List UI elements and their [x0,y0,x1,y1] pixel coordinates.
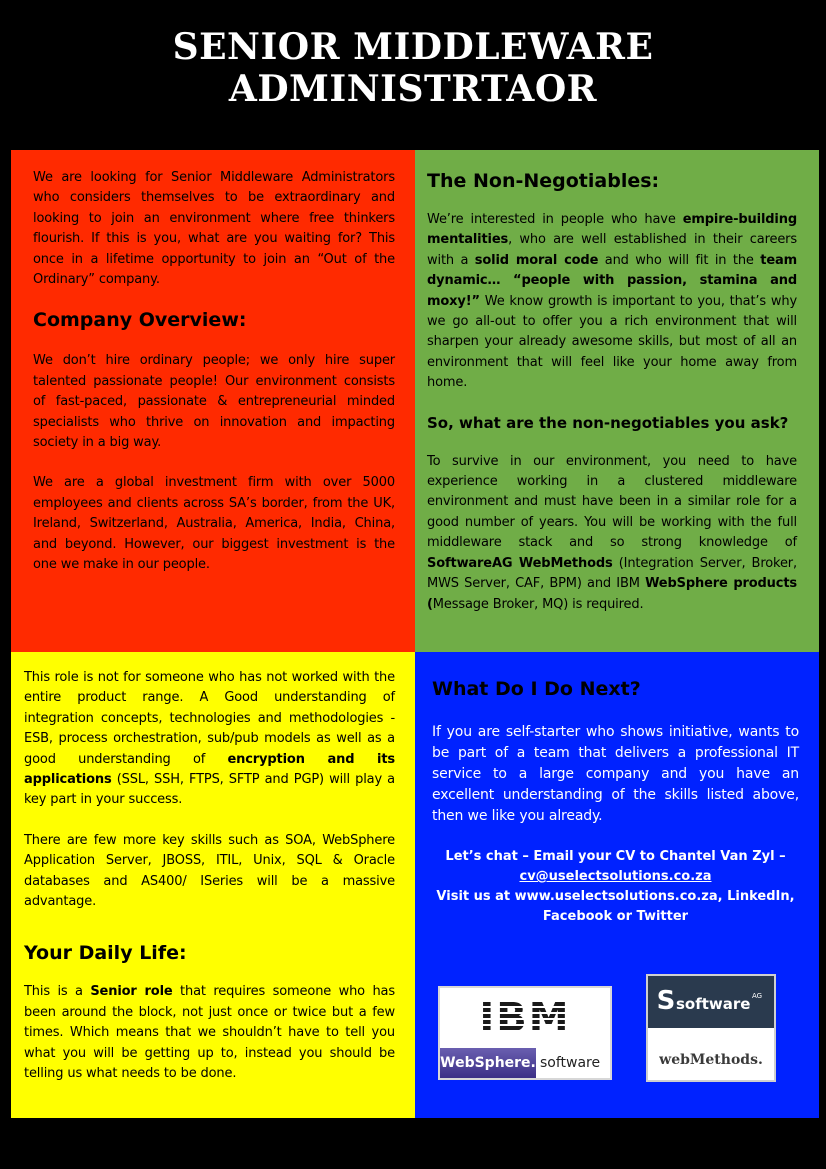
contact-line-3: Visit us at www.uselectsolutions.co.za, LinkedIn, [436,889,795,904]
non-negotiables-subheading: So, what are the non-negotiables you ask? [427,413,789,432]
role-para-1: This role is not for someone who has not worked with the entire product range. A Good understanding of integration concepts, technologies and methodologies - ESB, process orchestration, sub/pub models as well as a good understanding of encryption and its applications (SSL, SSH, FTPS, SFTP and PGP) will play a key part in your success. [24,670,395,808]
next-steps-heading: What Do I Do Next? [432,678,641,700]
intro-panel [11,150,415,652]
title-line-1: SENIOR MIDDLEWARE [172,26,654,68]
websphere-software-label: software [540,1055,601,1071]
non-negotiables-para-1: We’re interested in people who have empire-building mentalities, who are well established in their careers with a solid moral code and who will fit in the team dynamic… “people with passion, stamina and moxy!” We know growth is important to you, that’s why we go all-out to offer you a rich environment that will sharpen your already awesome skills, but most of all an environment that will feel like your home away from home. [427,212,797,391]
non-negotiables-heading: The Non-Negotiables: [427,170,660,192]
role-panel [11,652,415,1118]
daily-life-text: This is a Senior role that requires someone who has been around the block, not just once or twice but a few times. Which means that we shouldn’t have to tell you what you will be getting up to, instead you should be telling us what needs to be done. [24,984,395,1082]
ibm-websphere-logo [438,986,612,1080]
software-ag-wordmark: software [676,995,751,1013]
page-title [0,26,826,110]
contact-line-1: Let’s chat – Email your CV to Chantel Van Zyl – [445,849,786,864]
ibm-wordmark: IBM [440,996,610,1040]
contact-email-link[interactable]: cv@uselectsolutions.co.za [519,869,712,884]
company-overview-heading: Company Overview: [33,309,247,332]
webmethods-wordmark: webMethods. [659,1052,763,1068]
non-negotiables-panel [415,150,819,652]
software-ag-webmethods-logo [646,974,776,1082]
daily-life-heading: Your Daily Life: [24,942,187,965]
company-overview-para-1: We don’t hire ordinary people; we only hire super talented passionate people! Our environment consists of fast-paced, passionate & entrepreneurial minded specialists who thrive on innovation and impacting society in a big way. [33,353,395,451]
next-steps-text: If you are self-starter who shows initiative, wants to be part of a team that delivers a professional IT service to a large company and you have an excellent understanding of the skills listed above, then we like you already. [432,724,799,824]
role-para-2: There are few more key skills such as SOA, WebSphere Application Server, JBOSS, ITIL, Unix, SQL & Oracle databases and AS400/ ISeries will be a massive advantage. [24,832,395,910]
contact-line-4: Facebook or Twitter [542,909,689,924]
software-ag-s-icon: S [656,986,676,1016]
websphere-badge: WebSphere. [440,1048,536,1078]
title-line-2: ADMINISTRTAOR [228,68,598,110]
non-negotiables-para-2: To survive in our environment, you need to have experience working in a clustered middleware environment and must have been in a similar role for a good number of years. You will be working with the full middleware stack and so strong knowledge of SoftwareAG WebMethods (Integration Server, Broker, MWS Server, CAF, BPM) and IBM WebSphere products (Message Broker, MQ) is required. [427,453,797,612]
intro-text: We are looking for Senior Middleware Administrators who considers themselves to be extraordinary and looking to join an environment where free thinkers flourish. If this is you, what are you waiting for? This once in a lifetime opportunity to join an “Out of the Ordinary” company. [33,170,395,288]
company-overview-para-2: We are a global investment firm with over 5000 employees and clients across SA’s border, from the UK, Ireland, Switzerland, Australia, America, India, China, and beyond. However, our biggest investment is the one we make in our people. [33,475,395,573]
software-ag-suffix: AG [752,992,763,1000]
